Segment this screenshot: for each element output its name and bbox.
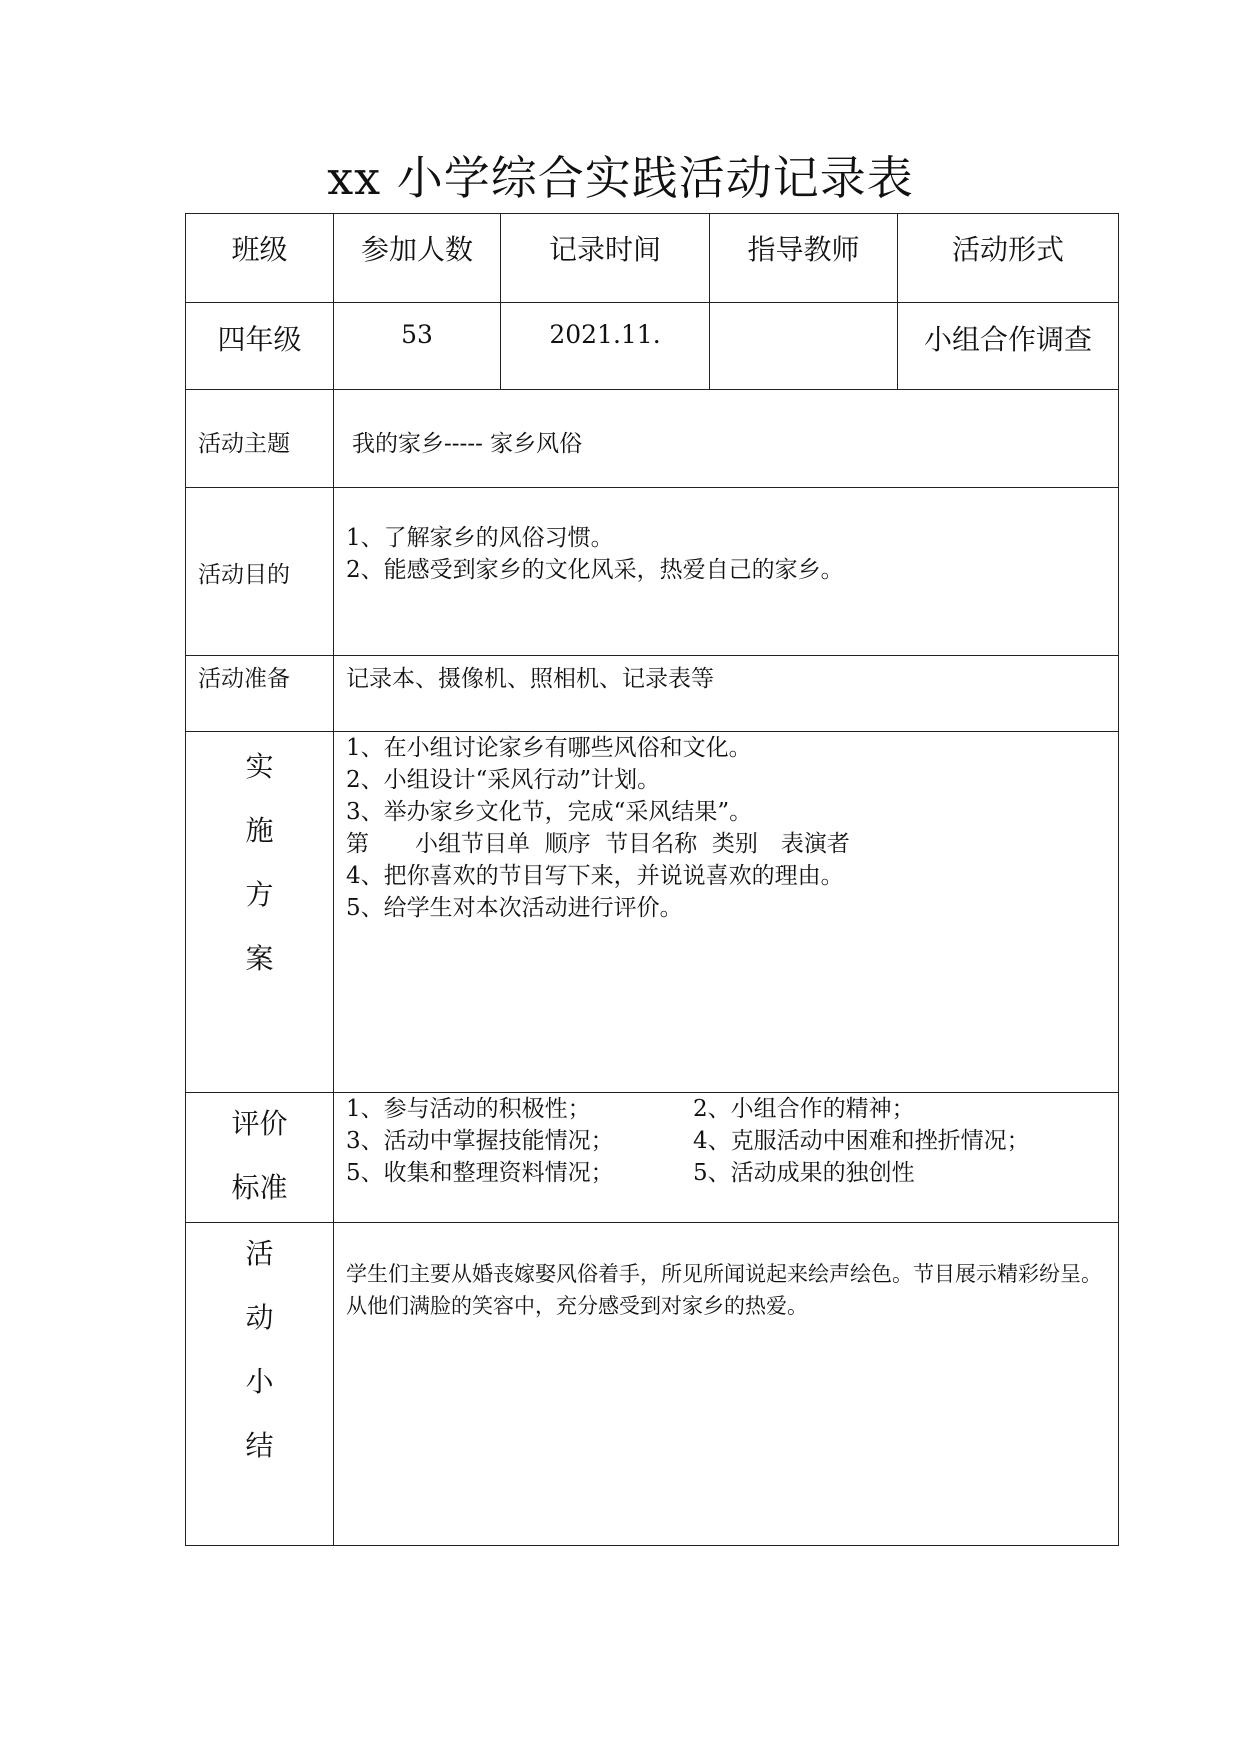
summary-line: 从他们满脸的笑容中，充分感受到对家乡的热爱。: [346, 1294, 808, 1318]
document-title: xx 小学综合实践活动记录表: [327, 151, 914, 205]
preparation-value: 记录本、摄像机、照相机、记录表等: [346, 666, 714, 692]
summary-line: 学生们主要从婚丧嫁娶风俗着手，所见所闻说起来绘声绘色。节目展示精彩纷呈。: [346, 1262, 1102, 1286]
summary-label-char: 活: [245, 1237, 274, 1270]
activity-form-value: 小组合作调查: [923, 323, 1092, 356]
summary-label: [186, 1222, 333, 1478]
plan-label: [186, 735, 333, 991]
criteria-item: 3、活动中掌握技能情况；: [346, 1128, 614, 1154]
criteria-left-column: [346, 1093, 614, 1189]
theme-label: 活动主题: [198, 431, 290, 457]
record-time-value: 2021.11.: [549, 320, 661, 349]
purpose-line: 2、能感受到家乡的文化风采，热爱自己的家乡。: [346, 557, 844, 583]
purpose-line: 1、了解家乡的风俗习惯。: [346, 525, 614, 551]
header-activity-form: 活动形式: [951, 233, 1064, 266]
criteria-right-column: [693, 1093, 1030, 1189]
criteria-item: 5、活动成果的独创性: [693, 1160, 915, 1186]
criteria-item: 2、小组合作的精神；: [693, 1096, 915, 1122]
plan-label-char: 实: [245, 750, 274, 783]
plan-label-char: 案: [245, 942, 274, 975]
criteria-item: 5、收集和整理资料情况；: [346, 1160, 614, 1186]
class-value: 四年级: [217, 323, 302, 356]
plan-line: 4、把你喜欢的节目写下来，并说说喜欢的理由。: [346, 863, 844, 889]
criteria-label: [186, 1092, 333, 1220]
plan-text: [346, 732, 850, 924]
criteria-item: 4、克服活动中困难和挫折情况；: [693, 1128, 1030, 1154]
summary-label-char: 结: [245, 1429, 274, 1462]
summary-label-char: 小: [245, 1365, 274, 1398]
purpose-label: 活动目的: [198, 562, 290, 588]
summary-label-char: 动: [245, 1301, 274, 1334]
plan-label-char: 方: [245, 878, 274, 911]
criteria-item: 1、参与活动的积极性；: [346, 1096, 591, 1122]
criteria-label-line: 评价: [231, 1107, 288, 1140]
header-participants: 参加人数: [360, 233, 473, 266]
header-teacher: 指导教师: [747, 233, 860, 266]
plan-line: 5、给学生对本次活动进行评价。: [346, 895, 683, 921]
summary-text: [346, 1258, 1116, 1322]
theme-value: 我的家乡----- 家乡风俗: [352, 431, 583, 457]
purpose-text: [346, 522, 844, 586]
preparation-label: 活动准备: [198, 666, 290, 692]
plan-label-char: 施: [245, 814, 274, 847]
header-class: 班级: [231, 233, 288, 266]
criteria-label-line: 标准: [231, 1171, 288, 1204]
plan-line: 3、举办家乡文化节，完成“采风结果”。: [346, 799, 753, 825]
participants-value: 53: [401, 320, 433, 349]
plan-line: 2、小组设计“采风行动”计划。: [346, 767, 661, 793]
header-record-time: 记录时间: [548, 233, 661, 266]
plan-line: 1、在小组讨论家乡有哪些风俗和文化。: [346, 735, 752, 761]
plan-line: 第 小组节目单 顺序 节目名称 类别 表演者: [346, 831, 850, 857]
